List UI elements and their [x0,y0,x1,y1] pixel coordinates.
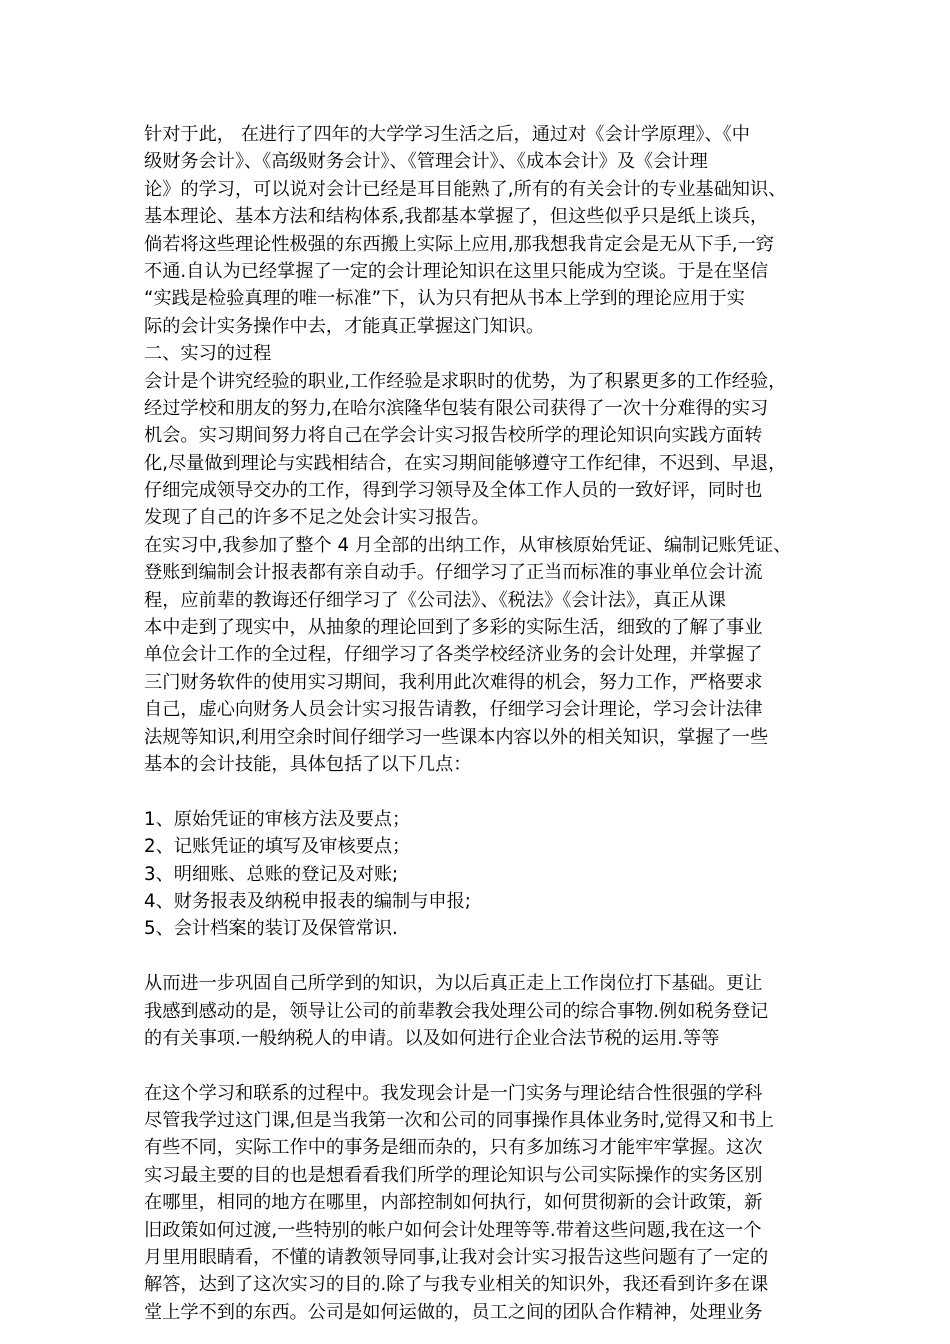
text-line: 旧政策如何过渡,一些特别的帐户如何会计处理等等.带着这些问题,我在这一个 [144,1219,762,1241]
text-line: 解答，达到了这次实习的目的.除了与我专业相关的知识外，我还看到许多在课 [144,1274,769,1296]
document-body [144,121,824,1326]
list-item: 4、财务报表及纳税申报表的编制与申报; [144,890,471,912]
text-line: 经过学校和朋友的努力,在哈尔滨隆华包装有限公司获得了一次十分难得的实习 [144,397,769,419]
list-item: 1、原始凭证的审核方法及要点； [144,808,411,830]
text-line: 自己，虚心向财务人员会计实习报告请教，仔细学习会计理论，学习会计法律 [144,699,763,721]
text-line: 针对于此， 在进行了四年的大学学习生活之后，通过对《会计学原理》、《中 [144,124,750,145]
text-line: 本中走到了现实中，从抽象的理论回到了多彩的实际生活，细致的了解了事业 [144,617,763,639]
skills-list [144,806,824,943]
text-line: 从而进一步巩固自己所学到的知识，为以后真正走上工作岗位打下基础。更让 [144,973,763,995]
text-line: 在这个学习和联系的过程中。我发现会计是一门实务与理论结合性很强的学科 [144,1082,763,1104]
text-line: 程，应前辈的教诲还仔细学习了《公司法》、《税法》《会计法》，真正从课 [144,589,726,611]
paragraph-internship [144,532,824,779]
paragraph-consolidation [144,970,824,1052]
text-line: 单位会计工作的全过程，仔细学习了各类学校经济业务的会计处理，并掌握了 [144,644,763,666]
paragraph-experience [144,368,824,532]
text-line: “实践是检验真理的唯一标准”下，认为只有把从书本上学到的理论应用于实 [144,288,745,310]
text-line: 倘若将这些理论性极强的东西搬上实际上应用,那我想我肯定会是无从下手,一窍 [144,233,774,255]
text-line: 我感到感动的是，领导让公司的前辈教会我处理公司的综合事物.例如税务登记 [144,1000,769,1022]
text-line: 级财务会计》、《高级财务会计》、《管理会计》、《成本会计》及《会计理 [144,151,708,173]
text-line: 月里用眼睛看，不懂的请教领导同事,让我对会计实习报告这些问题有了一定的 [144,1247,769,1269]
text-line: 三门财务软件的使用实习期间，我利用此次难得的机会，努力工作，严格要求 [144,671,763,693]
paragraph-intro [144,121,824,340]
section-heading: 二、实习的过程 [144,343,272,365]
text-line: 登账到编制会计报表都有亲自动手。仔细学习了正当而标准的事业单位会计流 [144,562,763,584]
text-line: 的有关事项.一般纳税人的申请。以及如何进行企业合法节税的运用.等等 [144,1027,720,1049]
text-line: 在哪里，相同的地方在哪里，内部控制如何执行，如何贯彻新的会计政策，新 [144,1192,763,1214]
text-line: 在实习中,我参加了整个 4 月全部的出纳工作，从审核原始凭证、编制记账凭证、 [144,534,792,556]
paragraph-reflection [144,1080,824,1327]
text-line: 不通.自认为已经掌握了一定的会计理论知识在这里只能成为空谈。于是在坚信 [144,260,769,282]
text-line: 基本理论、基本方法和结构体系,我都基本掌握了，但这些似乎只是纸上谈兵， [144,206,769,228]
text-line: 有些不同，实际工作中的事务是细而杂的，只有多加练习才能牢牢掌握。这次 [144,1137,763,1159]
list-item: 5、会计档案的装订及保管常识. [144,918,398,940]
text-line: 尽管我学过这门课,但是当我第一次和公司的同事操作具体业务时,觉得又和书上 [144,1110,774,1132]
text-line: 会计是个讲究经验的职业,工作经验是求职时的优势，为了积累更多的工作经验， [144,370,787,392]
text-line: 堂上学不到的东西。公司是如何运做的，员工之间的团队合作精神，处理业务 [144,1301,763,1323]
text-line: 实习最主要的目的也是想看看我们所学的理论知识与公司实际操作的实务区别 [144,1164,763,1186]
text-line: 发现了自己的许多不足之处会计实习报告。 [144,507,490,529]
list-item: 3、明细账、总账的登记及对账; [144,863,399,885]
list-item: 2、记账凭证的填写及审核要点； [144,836,411,858]
text-line: 论》的学习，可以说对会计已经是耳目能熟了,所有的有关会计的专业基础知识、 [144,178,787,200]
text-line: 基本的会计技能，具体包括了以下几点： [144,753,472,775]
blank-line [144,1052,824,1079]
text-line: 仔细完成领导交办的工作，得到学习领导及全体工作人员的一致好评，同时也 [144,480,763,502]
text-line: 机会。实习期间努力将自己在学会计实习报告校所学的理论知识向实践方面转 [144,425,763,447]
text-line: 化,尽量做到理论与实践相结合，在实习期间能够遵守工作纪律，不迟到、早退， [144,452,787,474]
blank-line [144,778,824,805]
blank-line [144,943,824,970]
text-line: 际的会计实务操作中去，才能真正掌握这门知识。 [144,315,545,337]
text-line: 法规等知识,利用空余时间仔细学习一些课本内容以外的相关知识，掌握了一些 [144,726,769,748]
